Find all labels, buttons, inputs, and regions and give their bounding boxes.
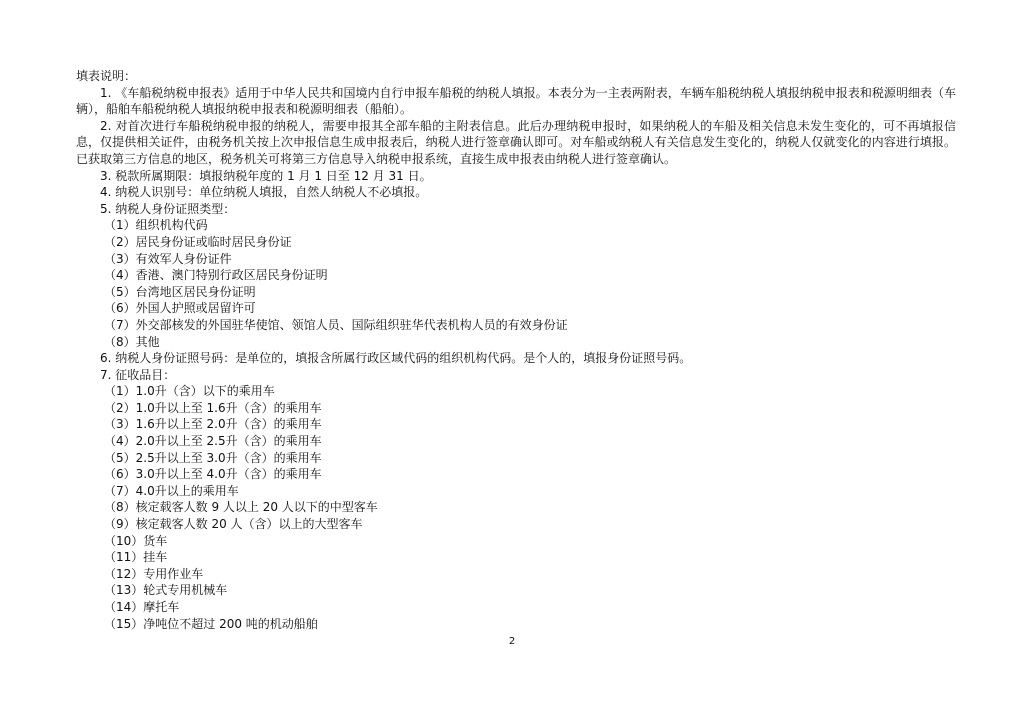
instruction-1: 1. 《车船税纳税申报表》适用于中华人民共和国境内自行申报车船税的纳税人填报。本表分为一主表两附表，车辆车船税纳税人填报纳税申报表和税源明细表（车辆），船舶车船税纳税人填报纳税申报表和税源明细表（船舶）。 [76,85,956,117]
id-type-item: （1）组织机构代码 [104,218,208,233]
category-item: （3）1.6升以上至 2.0升（含）的乘用车 [104,417,322,432]
category-item: （6）3.0升以上至 4.0升（含）的乘用车 [104,467,322,482]
id-type-list [76,217,956,350]
category-item: （7）4.0升以上的乘用车 [104,483,239,498]
category-item: （11）挂车 [104,550,168,565]
id-type-item: （6）外国人护照或居留许可 [104,301,256,316]
id-type-item: （4）香港、澳门特别行政区居民身份证明 [104,268,328,283]
category-item: （1）1.0升（含）以下的乘用车 [104,384,275,399]
instruction-2: 2. 对首次进行车船税纳税申报的纳税人，需要申报其全部车船的主附表信息。此后办理纳税申报时，如果纳税人的车船及相关信息未发生变化的，可不再填报信息，仅提供相关证件，由税务机关按上次申报信息生成申报表后，纳税人进行签章确认即可。对车船或纳税人有关信息发生变化的，纳税人仅就变化的内容进行填报。已获取第三方信息的地区，税务机关可将第三方信息导入纳税申报系统，直接生成申报表由纳税人进行签章确认。 [76,118,956,166]
instruction-4: 4. 纳税人识别号：单位纳税人填报，自然人纳税人不必填报。 [100,185,428,200]
category-item: （5）2.5升以上至 3.0升（含）的乘用车 [104,450,322,465]
instruction-3: 3. 税款所属期限：填报纳税年度的 1 月 1 日至 12 月 31 日。 [100,168,432,183]
category-item: （13）轮式专用机械车 [104,583,228,598]
category-item: （9）核定载客人数 20 人（含）以上的大型客车 [104,517,363,532]
instructions-body [76,68,956,632]
id-type-item: （8）其他 [104,334,160,349]
instruction-7: 7. 征收品目： [100,367,176,382]
category-list [76,383,956,632]
id-type-item: （7）外交部核发的外国驻华使馆、领馆人员、国际组织驻华代表机构人员的有效身份证 [104,317,568,332]
category-item: （4）2.0升以上至 2.5升（含）的乘用车 [104,434,322,449]
category-item: （14）摩托车 [104,600,180,614]
page-number: 2 [508,636,516,647]
category-item: （8）核定载客人数 9 人以上 20 人以下的中型客车 [104,500,378,515]
instruction-6: 6. 纳税人身份证照号码：是单位的，填报含所属行政区域代码的组织机构代码。是个人的，填报身份证照号码。 [100,351,692,366]
id-type-item: （5）台湾地区居民身份证明 [104,284,256,299]
instruction-5: 5. 纳税人身份证照类型： [100,201,236,216]
category-item: （15）净吨位不超过 200 吨的机动船舶 [104,616,318,631]
category-item: （12）专用作业车 [104,566,204,581]
id-type-item: （2）居民身份证或临时居民身份证 [104,234,292,249]
category-item: （10）货车 [104,533,168,548]
instructions-heading: 填表说明： [76,69,137,83]
id-type-item: （3）有效军人身份证件 [104,251,232,266]
category-item: （2）1.0升以上至 1.6升（含）的乘用车 [104,400,322,415]
